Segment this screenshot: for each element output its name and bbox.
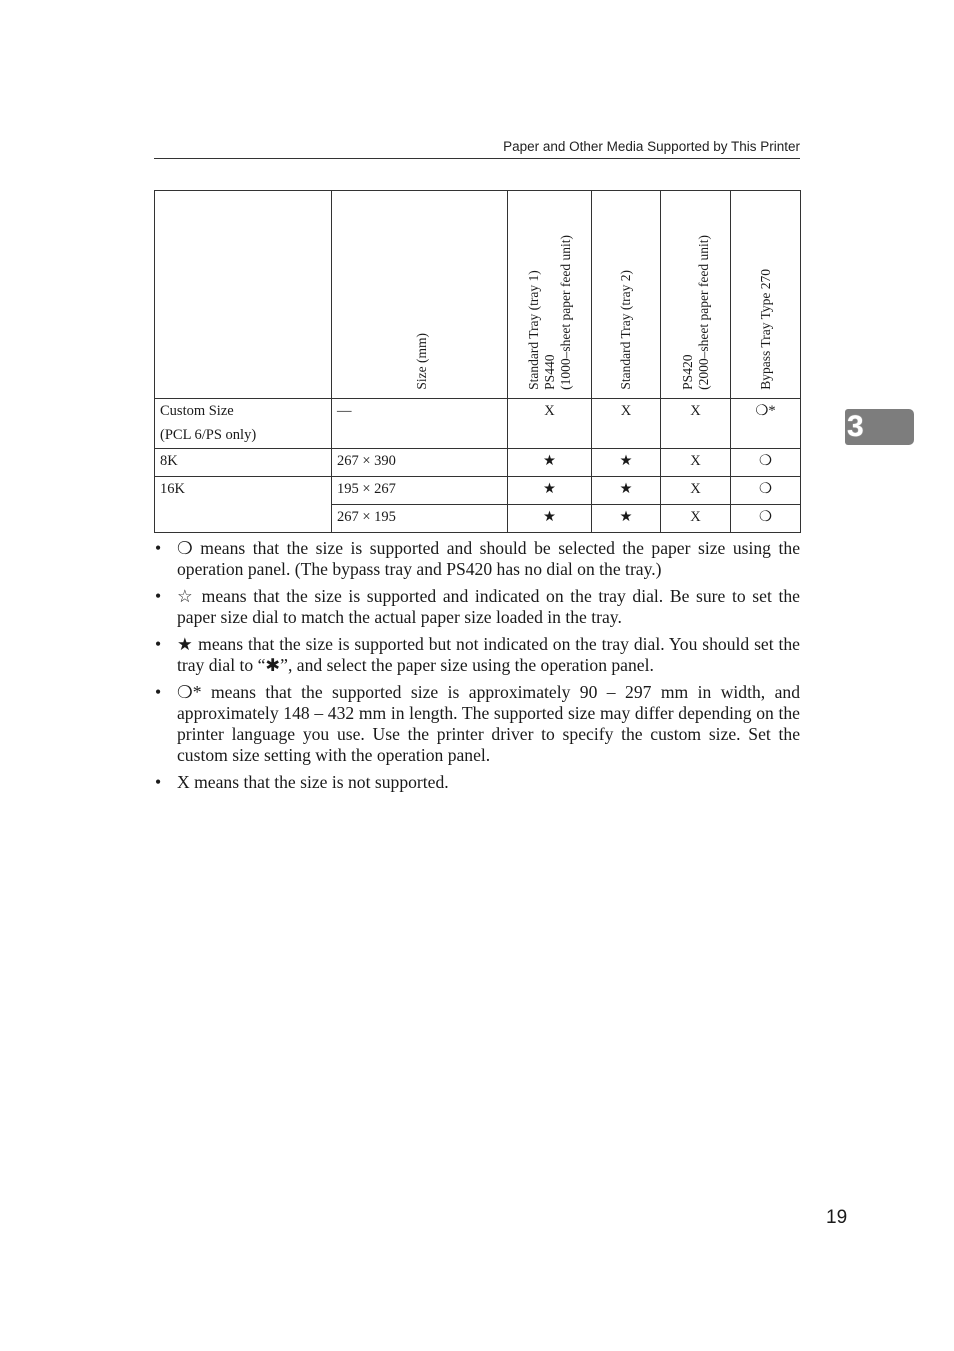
legend-notes xyxy=(154,538,800,799)
tray1-cell: ★ xyxy=(508,505,592,533)
bypass-cell: ❍* xyxy=(731,399,801,449)
header-cell-type xyxy=(155,191,332,399)
tray2-cell: ★ xyxy=(592,505,661,533)
tray2-cell: ★ xyxy=(592,449,661,477)
list-item: • ☆ means that the size is supported and indicated on the tray dial. Be sure to set the paper size dial to match the actual paper size loaded in the tray. xyxy=(155,586,800,627)
bullet: • xyxy=(155,772,162,792)
tray2-cell: X xyxy=(592,399,661,449)
bullet: • xyxy=(155,634,162,654)
table-row xyxy=(155,449,801,477)
list-item: • ★ means that the size is supported but not indicated on the tray dial. You should set the tray dial to “✱”, and select the paper size using the operation panel. xyxy=(155,634,800,675)
bypass-cell: ❍ xyxy=(731,449,801,477)
ps420-cell: X xyxy=(661,477,731,505)
bypass-cell: ❍ xyxy=(731,477,801,505)
header-cell-tray2: Standard Tray (tray 2) xyxy=(592,191,661,399)
bypass-cell: ❍ xyxy=(731,505,801,533)
bullet: • xyxy=(155,538,162,558)
paper-type-cell: Custom Size (PCL 6/PS only) xyxy=(155,399,332,449)
header-cell-tray1: Standard Tray (tray 1) PS440 (1000–sheet paper feed unit) xyxy=(508,191,592,399)
size-cell: 267 × 195 xyxy=(332,505,508,533)
ps420-cell: X xyxy=(661,449,731,477)
bullet: • xyxy=(155,586,162,606)
header-rule xyxy=(154,158,800,159)
tray1-cell: ★ xyxy=(508,449,592,477)
size-cell: — xyxy=(332,399,508,449)
running-header: Paper and Other Media Supported by This Printer xyxy=(503,139,800,154)
paper-size-table xyxy=(154,190,801,533)
bullet: • xyxy=(155,682,162,702)
table-header-row xyxy=(155,191,801,399)
list-item: • ❍ means that the size is supported and should be selected the paper size using the operation panel. (The bypass tray and PS420 has no dial on the tray.) xyxy=(155,538,800,579)
list-item: • ❍* means that the supported size is approximately 90 – 297 mm in width, and approximately 148 – 432 mm in length. The supported size may differ depending on the printer language you use. Use the printer driver to specify the custom size. Set the custom size setting with the operation panel. xyxy=(155,682,800,765)
tray1-cell: ★ xyxy=(508,477,592,505)
header-cell-size: Size (mm) xyxy=(332,191,508,399)
header-cell-bypass: Bypass Tray Type 270 xyxy=(731,191,801,399)
ps420-cell: X xyxy=(661,399,731,449)
list-item: • X means that the size is not supported. xyxy=(155,772,449,792)
size-cell: 267 × 390 xyxy=(332,449,508,477)
paper-type-cell: 16K xyxy=(155,477,332,533)
page-number: 19 xyxy=(826,1207,848,1228)
table-row xyxy=(155,399,801,449)
size-cell: 195 × 267 xyxy=(332,477,508,505)
ps420-cell: X xyxy=(661,505,731,533)
paper-type-cell: 8K xyxy=(155,449,332,477)
table-row xyxy=(155,477,801,505)
tray1-cell: X xyxy=(508,399,592,449)
header-cell-ps420: PS420 (2000–sheet paper feed unit) xyxy=(661,191,731,399)
chapter-tab: 3 xyxy=(845,409,914,445)
tray2-cell: ★ xyxy=(592,477,661,505)
